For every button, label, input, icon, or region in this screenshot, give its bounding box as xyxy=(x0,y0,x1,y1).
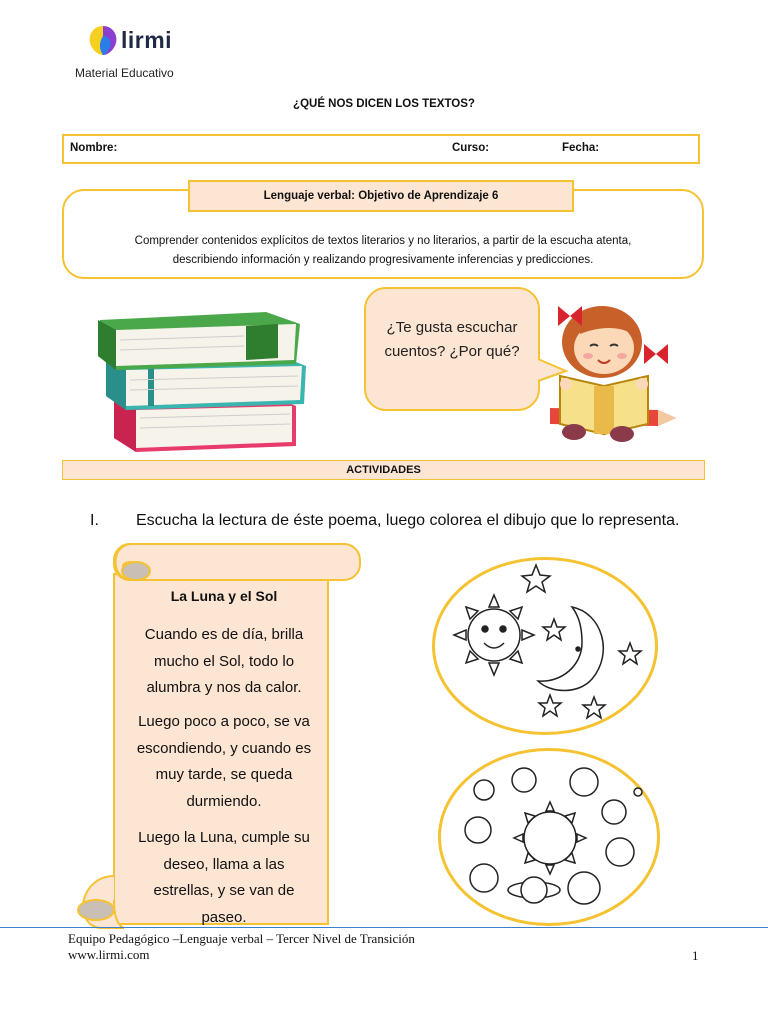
poem-line: muy tarde, se queda xyxy=(155,766,293,783)
course-label: Curso: xyxy=(452,142,490,154)
objective-line-2: describiendo información y realizando progresivamente inferencias y predicciones. xyxy=(172,254,594,266)
speech-bubble-text xyxy=(372,316,532,364)
brand-name: lirmi xyxy=(121,27,173,53)
page-number: 1 xyxy=(692,948,699,963)
poem-line: Cuando es de día, brilla xyxy=(144,626,304,643)
poem-line: Luego la Luna, cumple su xyxy=(138,829,310,846)
poem-stanza-1 xyxy=(120,622,328,702)
lirmi-logo-icon xyxy=(86,24,120,58)
date-label: Fecha: xyxy=(562,142,600,154)
objective-title: Lenguaje verbal: Objetivo de Aprendizaje 6 xyxy=(188,180,574,212)
bubble-line-2: cuentos? ¿Por qué? xyxy=(384,343,520,360)
footer-credit: Equipo Pedagógico –Lenguaje verbal – Tercer Nivel de Transición xyxy=(68,931,415,946)
activity-instruction: Escucha la lectura de éste poema, luego colorea el dibujo que lo representa. xyxy=(136,512,680,529)
poem-line: escondiendo, y cuando es xyxy=(136,739,312,757)
name-label: Nombre: xyxy=(70,142,118,154)
poem-title: La Luna y el Sol xyxy=(170,588,278,604)
footer-divider xyxy=(0,927,768,928)
student-info-bar xyxy=(62,134,700,164)
poem-line: mucho el Sol, todo lo xyxy=(153,652,295,670)
bubble-line-1: ¿Te gusta escuchar xyxy=(386,319,518,336)
books-stack-illustration xyxy=(96,306,318,456)
poem-stanza-3 xyxy=(120,825,328,931)
poem-stanza-2 xyxy=(120,709,328,815)
poem-line: deseo, llama a las xyxy=(163,855,285,873)
sun-moon-drawing xyxy=(432,557,658,735)
solar-system-drawing xyxy=(438,748,660,926)
poem-line: Luego poco a poco, se va xyxy=(138,713,310,730)
activities-header: ACTIVIDADES xyxy=(62,460,705,480)
activity-number: I. xyxy=(90,512,99,529)
brand-subtitle: Material Educativo xyxy=(75,66,174,80)
poem-line: alumbra y nos da calor. xyxy=(146,679,302,696)
objective-line-1: Comprender contenidos explícitos de textos literarios y no literarios, a partir de la escucha atenta, xyxy=(134,235,632,247)
girl-reading-illustration xyxy=(540,294,680,446)
poem-line: estrellas, y se van de xyxy=(153,882,295,899)
objective-text xyxy=(70,232,696,270)
page-title: ¿QUÉ NOS DICEN LOS TEXTOS? xyxy=(293,98,475,110)
footer-website[interactable]: www.lirmi.com xyxy=(68,947,150,962)
poem-line: durmiendo. xyxy=(186,792,262,810)
poem-line: paseo. xyxy=(201,908,247,926)
